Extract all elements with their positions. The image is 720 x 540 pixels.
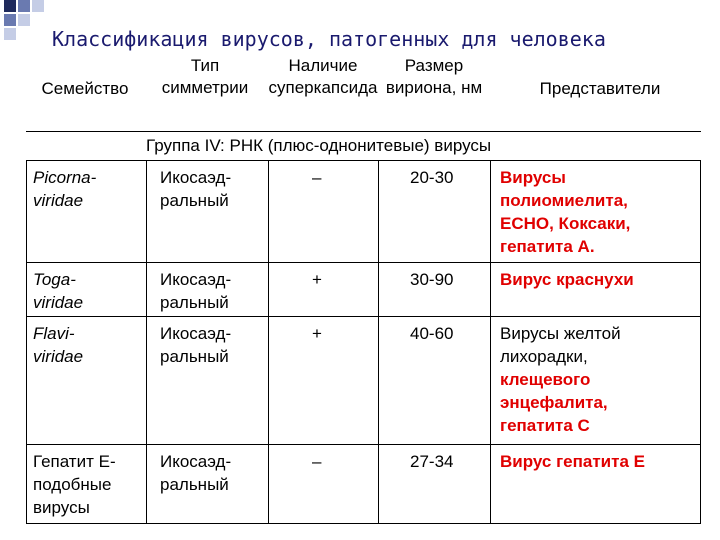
- table-rule: [26, 523, 701, 524]
- representatives-cell: Вирус краснухи: [500, 270, 634, 289]
- corner-decoration: [18, 14, 30, 26]
- group-title: Группа IV: РНК (плюс-однонитевые) вирусы: [146, 136, 492, 155]
- representatives-cell: [500, 322, 680, 437]
- supercapsid-cell: –: [312, 168, 322, 187]
- representatives-cell: Вирусы полиомиелита, ЕСНО, Коксаки, гепатита А.: [500, 168, 631, 256]
- family-cell: Toga-viridae: [33, 270, 84, 312]
- symmetry-cell: Икосаэд-ральный: [160, 270, 232, 312]
- representatives-cell: Вирус гепатита Е: [500, 452, 645, 471]
- symmetry-cell: Икосаэд-ральный: [160, 324, 232, 366]
- header-size: Размер вириона, нм: [385, 56, 483, 97]
- table-rule: [26, 316, 701, 317]
- supercapsid-cell: –: [312, 452, 322, 471]
- supercapsid-cell: +: [312, 324, 322, 343]
- page-title: Классификация вирусов, патогенных для человека: [52, 27, 606, 51]
- table-rule: [26, 444, 701, 445]
- corner-decoration: [18, 0, 30, 12]
- header-supercapsid: Наличие суперкапсида: [268, 56, 378, 97]
- table-rule: [26, 160, 701, 161]
- family-cell: Picorna-viridae: [33, 168, 97, 210]
- table-rule: [146, 160, 147, 524]
- corner-decoration: [4, 14, 16, 26]
- corner-decoration: [4, 0, 16, 12]
- representatives-highlight: клещевого энцефалита, гепатита С: [500, 370, 608, 435]
- corner-decoration: [4, 28, 16, 40]
- size-cell: 40-60: [410, 324, 454, 343]
- supercapsid-cell: +: [312, 270, 322, 289]
- symmetry-cell: Икосаэд-ральный: [160, 452, 232, 494]
- family-cell: Flavi-viridae: [33, 324, 84, 366]
- representatives-plain: Вирусы желтой лихорадки,: [500, 324, 621, 366]
- size-cell: 30-90: [410, 270, 454, 289]
- table-rule: [26, 262, 701, 263]
- header-family: Семейство: [41, 79, 129, 98]
- header-representatives: Представители: [539, 79, 661, 98]
- table-rule: [378, 160, 379, 524]
- table-rule: [26, 160, 27, 524]
- table-rule: [268, 160, 269, 524]
- header-symmetry: Тип симметрии: [161, 56, 249, 97]
- size-cell: 27-34: [410, 452, 454, 471]
- table-rule: [700, 160, 701, 524]
- family-cell: Гепатит Е-подобные вирусы: [33, 452, 116, 517]
- corner-decoration: [32, 0, 44, 12]
- table-rule: [26, 131, 701, 132]
- symmetry-cell: Икосаэд-ральный: [160, 168, 232, 210]
- table-rule: [490, 160, 491, 524]
- size-cell: 20-30: [410, 168, 454, 187]
